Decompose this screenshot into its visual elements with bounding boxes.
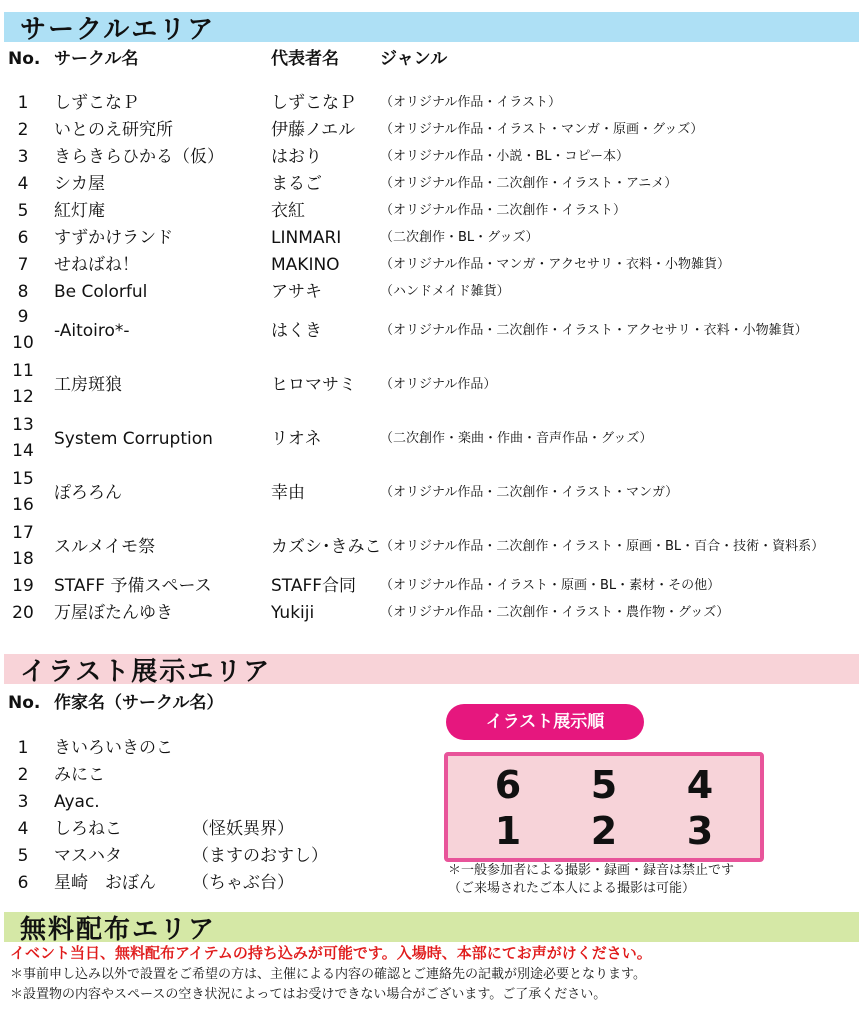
genre: （オリジナル作品・二次創作・イラスト・アクセサリ・衣料・小物雑貨） <box>380 323 808 338</box>
row-no: 20 <box>12 603 34 623</box>
representative: ヒロマサミ <box>271 375 356 395</box>
free-area-header <box>4 912 859 945</box>
table-row <box>0 171 859 197</box>
row-no: 8 <box>17 282 29 302</box>
genre: （オリジナル作品・二次創作・イラスト・アニメ） <box>380 176 678 191</box>
illust-no: 2 <box>17 765 29 785</box>
representative: はおり <box>271 147 322 167</box>
genre: （二次創作・楽曲・作曲・音声作品・グッズ） <box>380 431 653 446</box>
free-red-note: イベント当日、無料配布アイテムの持ち込みが可能です。入場時、本部にてお声がけください。 <box>10 944 652 962</box>
genre: （オリジナル作品・二次創作・イラスト） <box>380 203 626 218</box>
genre: （オリジナル作品・イラスト・マンガ・原画・グッズ） <box>380 122 704 137</box>
row-no-a: 9 <box>17 307 29 327</box>
free-note-2: ＊設置物の内容やスペースの空き状況によってはお受けできない場合がございます。ご了承ください。 <box>10 987 607 1002</box>
representative: 伊藤ノエル <box>271 120 356 140</box>
row-no: 7 <box>17 255 29 275</box>
circle-area-title: サークルエリア <box>20 15 216 45</box>
illust-circle-name: （ちゃぶ台） <box>192 873 294 893</box>
table-row <box>0 225 859 251</box>
circle-name: ぽろろん <box>54 483 122 503</box>
table-row <box>0 117 859 143</box>
row-no-b: 16 <box>12 495 34 515</box>
row-no: 5 <box>17 201 29 221</box>
row-no-b: 10 <box>12 333 34 353</box>
row-no: 4 <box>17 174 29 194</box>
photo-note: ＊一般参加者による撮影・録画・録音は禁止です <box>448 863 735 878</box>
circle-name: 紅灯庵 <box>54 201 105 221</box>
circle-name: 万屋ぼたんゆき <box>54 603 173 623</box>
row-no: 3 <box>17 147 29 167</box>
representative: STAFF合同 <box>271 576 357 596</box>
illust-table-header <box>0 690 440 716</box>
free-area-title: 無料配布エリア <box>20 915 217 945</box>
circle-name: スルメイモ祭 <box>54 537 156 557</box>
header-no: No. <box>8 49 41 69</box>
circle-area-header <box>4 12 859 45</box>
table-row <box>0 573 859 599</box>
order-top-1: 6 <box>494 763 522 807</box>
table-row <box>0 279 859 305</box>
row-no-b: 18 <box>12 549 34 569</box>
table-row-pair <box>0 358 859 412</box>
circle-name: System Corruption <box>54 429 213 449</box>
row-no-a: 11 <box>12 361 34 381</box>
genre: （オリジナル作品・二次創作・イラスト・マンガ） <box>380 485 679 500</box>
circle-name: STAFF 予備スペース <box>54 576 212 596</box>
genre: （オリジナル作品・二次創作・イラスト・原画・BL・百合・技術・資料系） <box>380 539 825 554</box>
table-row-pair <box>0 412 859 466</box>
illust-artist-name: マスハタ <box>54 846 122 866</box>
genre: （オリジナル作品・小説・BL・コピー本） <box>380 149 629 164</box>
row-no-a: 17 <box>12 523 34 543</box>
genre: （オリジナル作品） <box>380 377 497 392</box>
representative: まるご <box>271 174 322 194</box>
representative: LINMARI <box>271 228 342 248</box>
row-no-a: 13 <box>12 415 34 435</box>
order-top-2: 5 <box>590 763 618 807</box>
illust-artist-name: 星崎 おぼん <box>54 873 156 893</box>
row-no: 1 <box>17 93 29 113</box>
illust-order-box <box>444 752 764 862</box>
illust-artist-name: Ayac. <box>54 792 100 812</box>
circle-name: しずこなＰ <box>54 93 139 113</box>
illust-artist-name: しろねこ <box>54 819 122 839</box>
illust-no: 6 <box>17 873 29 893</box>
illust-no: 5 <box>17 846 29 866</box>
representative: リオネ <box>271 429 322 449</box>
genre: （オリジナル作品・イラスト・原画・BL・素材・その他） <box>380 578 721 593</box>
illust-circle-name: （怪妖異界） <box>192 819 294 839</box>
header-representative: 代表者名 <box>271 49 339 69</box>
representative: アサキ <box>271 282 322 302</box>
illust-circle-name: （ますのおすし） <box>192 846 328 866</box>
free-note-1: ＊事前申し込み以外で設置をご希望の方は、主催による内容の確認とご連絡先の記載が別途必要となります。 <box>10 967 646 982</box>
table-row-pair <box>0 466 859 520</box>
illust-order-label: イラスト展示順 <box>446 704 644 740</box>
table-row <box>0 198 859 224</box>
circle-name: -Aitoiro*- <box>54 321 130 341</box>
illust-row <box>0 735 440 761</box>
illust-no: 4 <box>17 819 29 839</box>
header-circle-name: サークル名 <box>54 49 139 69</box>
representative: 幸由 <box>271 483 305 503</box>
genre: （オリジナル作品・マンガ・アクセサリ・衣料・小物雑貨） <box>380 257 730 272</box>
circle-name: せねばね！ <box>54 255 139 275</box>
circle-name: いとのえ研究所 <box>54 120 173 140</box>
illust-no: 1 <box>17 738 29 758</box>
row-no: 6 <box>17 228 29 248</box>
circle-name: 工房斑狼 <box>54 375 122 395</box>
table-row <box>0 144 859 170</box>
circle-name: シカ屋 <box>54 174 105 194</box>
representative: カズシ･きみこ <box>271 537 382 557</box>
illust-artist-name: きいろいきのこ <box>54 738 173 758</box>
illust-area-title: イラスト展示エリア <box>20 657 272 687</box>
illust-header-no: No. <box>8 693 41 713</box>
row-no-a: 15 <box>12 469 34 489</box>
table-row <box>0 600 859 626</box>
photo-note-sub: （ご来場されたご本人による撮影は可能） <box>448 881 696 896</box>
illust-row <box>0 816 440 842</box>
table-row <box>0 252 859 278</box>
illust-row <box>0 843 440 869</box>
table-row <box>0 90 859 116</box>
representative: MAKINO <box>271 255 340 275</box>
row-no: 19 <box>12 576 34 596</box>
order-bottom-1: 1 <box>494 809 522 853</box>
circle-name: きらきらひかる（仮） <box>54 147 224 167</box>
illust-row <box>0 789 440 815</box>
illust-header-name: 作家名（サークル名） <box>54 693 224 713</box>
circle-name: すずかけランド <box>54 228 174 248</box>
header-genre: ジャンル <box>380 49 448 69</box>
genre: （オリジナル作品・イラスト） <box>380 95 561 110</box>
illust-row <box>0 762 440 788</box>
table-row-pair <box>0 304 859 358</box>
representative: はくき <box>271 321 322 341</box>
order-top-3: 4 <box>686 763 714 807</box>
genre: （ハンドメイド雑貨） <box>380 284 510 299</box>
circle-table-header <box>0 46 859 72</box>
genre: （二次創作・BL・グッズ） <box>380 230 539 245</box>
representative: しずこなＰ <box>271 93 356 113</box>
representative: 衣紅 <box>271 201 305 221</box>
table-row-pair <box>0 520 859 574</box>
illust-no: 3 <box>17 792 29 812</box>
genre: （オリジナル作品・二次創作・イラスト・農作物・グッズ） <box>380 605 730 620</box>
row-no: 2 <box>17 120 29 140</box>
order-bottom-3: 3 <box>686 809 714 853</box>
illust-artist-name: みにこ <box>54 765 105 785</box>
order-bottom-2: 2 <box>590 809 618 853</box>
illust-area-header <box>4 654 859 687</box>
representative: Yukiji <box>271 603 315 623</box>
row-no-b: 12 <box>12 387 34 407</box>
illust-row <box>0 870 440 896</box>
row-no-b: 14 <box>12 441 34 461</box>
circle-name: Be Colorful <box>54 282 148 302</box>
